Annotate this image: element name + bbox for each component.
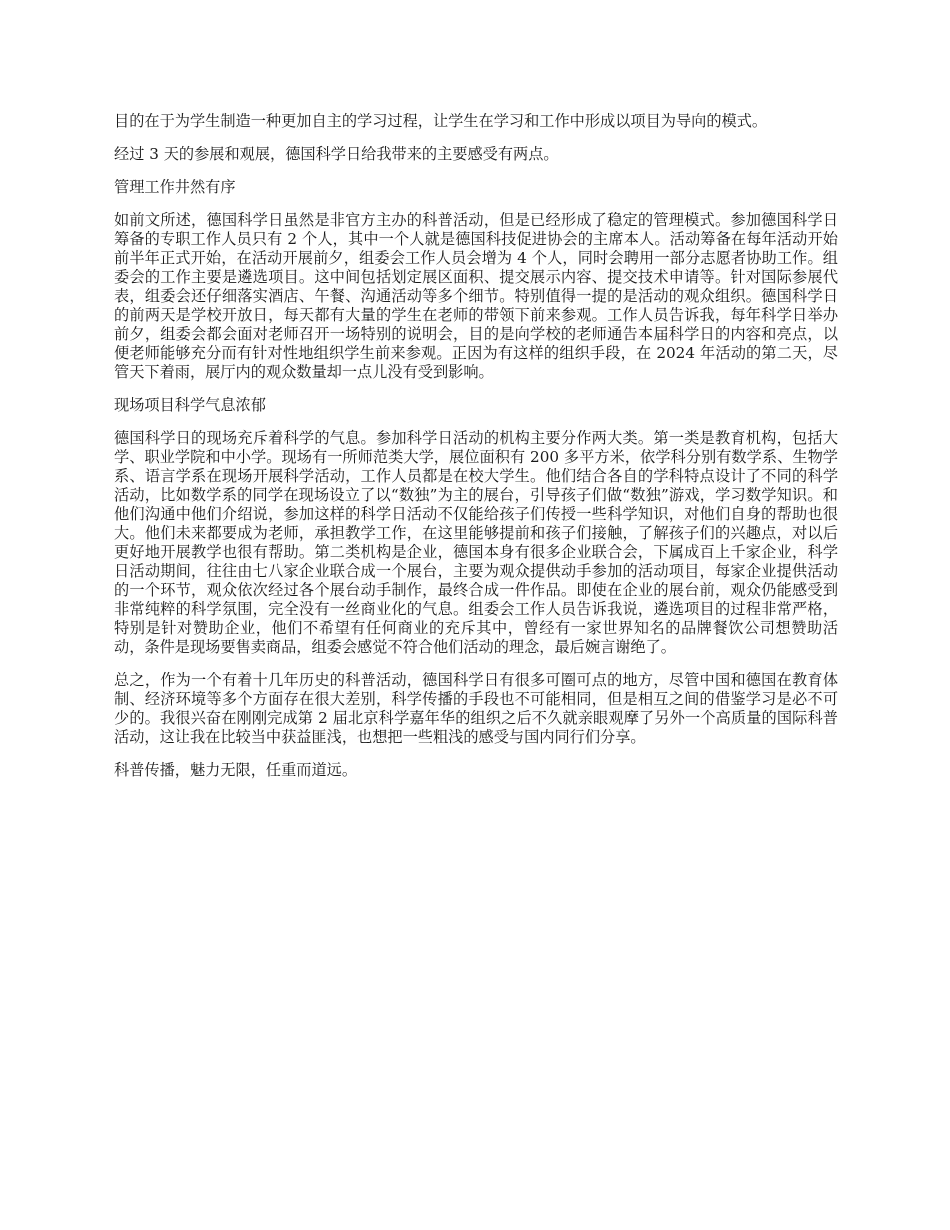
intro-continuation-paragraph: 目的在于为学生制造一种更加自主的学习过程，让学生在学习和工作中形成以项目为导向的模式。	[114, 112, 768, 130]
impressions-summary-paragraph: 经过 3 天的参展和观展，德国科学日给我带来的主要感受有两点。	[114, 145, 559, 163]
document-body	[114, 112, 838, 794]
science-atmosphere-paragraph: 德国科学日的现场充斥着科学的气息。参加科学日活动的机构主要分作两大类。第一类是教育机构，包括大学、职业学院和中小学。现场有一所师范类大学，展位面积有 200 多平方米，依学科分别有数学系、生物学系、语言学系在现场开展科学活动，工作人员都是在校大学生。他们结合各自的学科特点设计了不同的科学活动，比如数学系的同学在现场设立了以“数独”为主的展台，引导孩子们做“数独”游戏，学习数学知识。和他们沟通中他们介绍说，参加这样的科学日活动不仅能给孩子们传授一些科学知识，对他们自身的帮助也很大。他们未来都要成为老师，承担教学工作，在这里能够提前和孩子们接触，了解孩子们的兴趣点，对以后更好地开展教学也很有帮助。第二类机构是企业，德国本身有很多企业联合会，下属成百上千家企业，科学日活动期间，往往由七八家企业联合成一个展台，主要为观众提供动手参加的活动项目，每家企业提供活动的一个环节，观众依次经过各个展台动手制作，最终合成一件作品。即使在企业的展台前，观众仍能感受到非常纯粹的科学氛围，完全没有一丝商业化的气息。组委会工作人员告诉我说，遴选项目的过程非常严格，特别是针对赞助企业，他们不希望有任何商业的充斥其中，曾经有一家世界知名的品牌餐饮公司想赞助活动，条件是现场要售卖商品，组委会感觉不符合他们活动的理念，最后婉言谢绝了。	[114, 429, 838, 656]
section-heading-science-atmosphere: 现场项目科学气息浓郁	[114, 396, 266, 414]
section-heading-management: 管理工作井然有序	[114, 178, 236, 196]
management-paragraph: 如前文所述，德国科学日虽然是非官方主办的科普活动，但是已经形成了稳定的管理模式。参加德国科学日筹备的专职工作人员只有 2 个人，其中一个人就是德国科技促进协会的主席本人。活动筹备在每年活动开始前半年正式开始，在活动开展前夕，组委会工作人员会增为 4 个人，同时会聘用一部分志愿者协助工作。组委会的工作主要是遴选项目。这中间包括划定展区面积、提交展示内容、提交技术申请等。针对国际参展代表，组委会还仔细落实酒店、午餐、沟通活动等多个细节。特别值得一提的是活动的观众组织。德国科学日的前两天是学校开放日，每天都有大量的学生在老师的带领下前来参观。工作人员告诉我，每年科学日举办前夕，组委会都会面对老师召开一场特别的说明会，目的是向学校的老师通告本届科学日的内容和亮点，以便老师能够充分而有针对性地组织学生前来参观。正因为有这样的组织手段，在 2024 年活动的第二天，尽管天下着雨，展厅内的观众数量却一点儿没有受到影响。	[114, 211, 838, 381]
conclusion-paragraph: 总之，作为一个有着十几年历史的科普活动，德国科学日有很多可圈可点的地方，尽管中国和德国在教育体制、经济环境等多个方面存在很大差别，科学传播的手段也不可能相同，但是相互之间的借鉴学习是必不可少的。我很兴奋在刚刚完成第 2 届北京科学嘉年华的组织之后不久就亲眼观摩了另外一个高质量的国际科普活动，这让我在比较当中获益匪浅，也想把一些粗浅的感受与国内同行们分享。	[114, 671, 838, 746]
closing-line: 科普传播，魅力无限，任重而道远。	[114, 761, 357, 779]
